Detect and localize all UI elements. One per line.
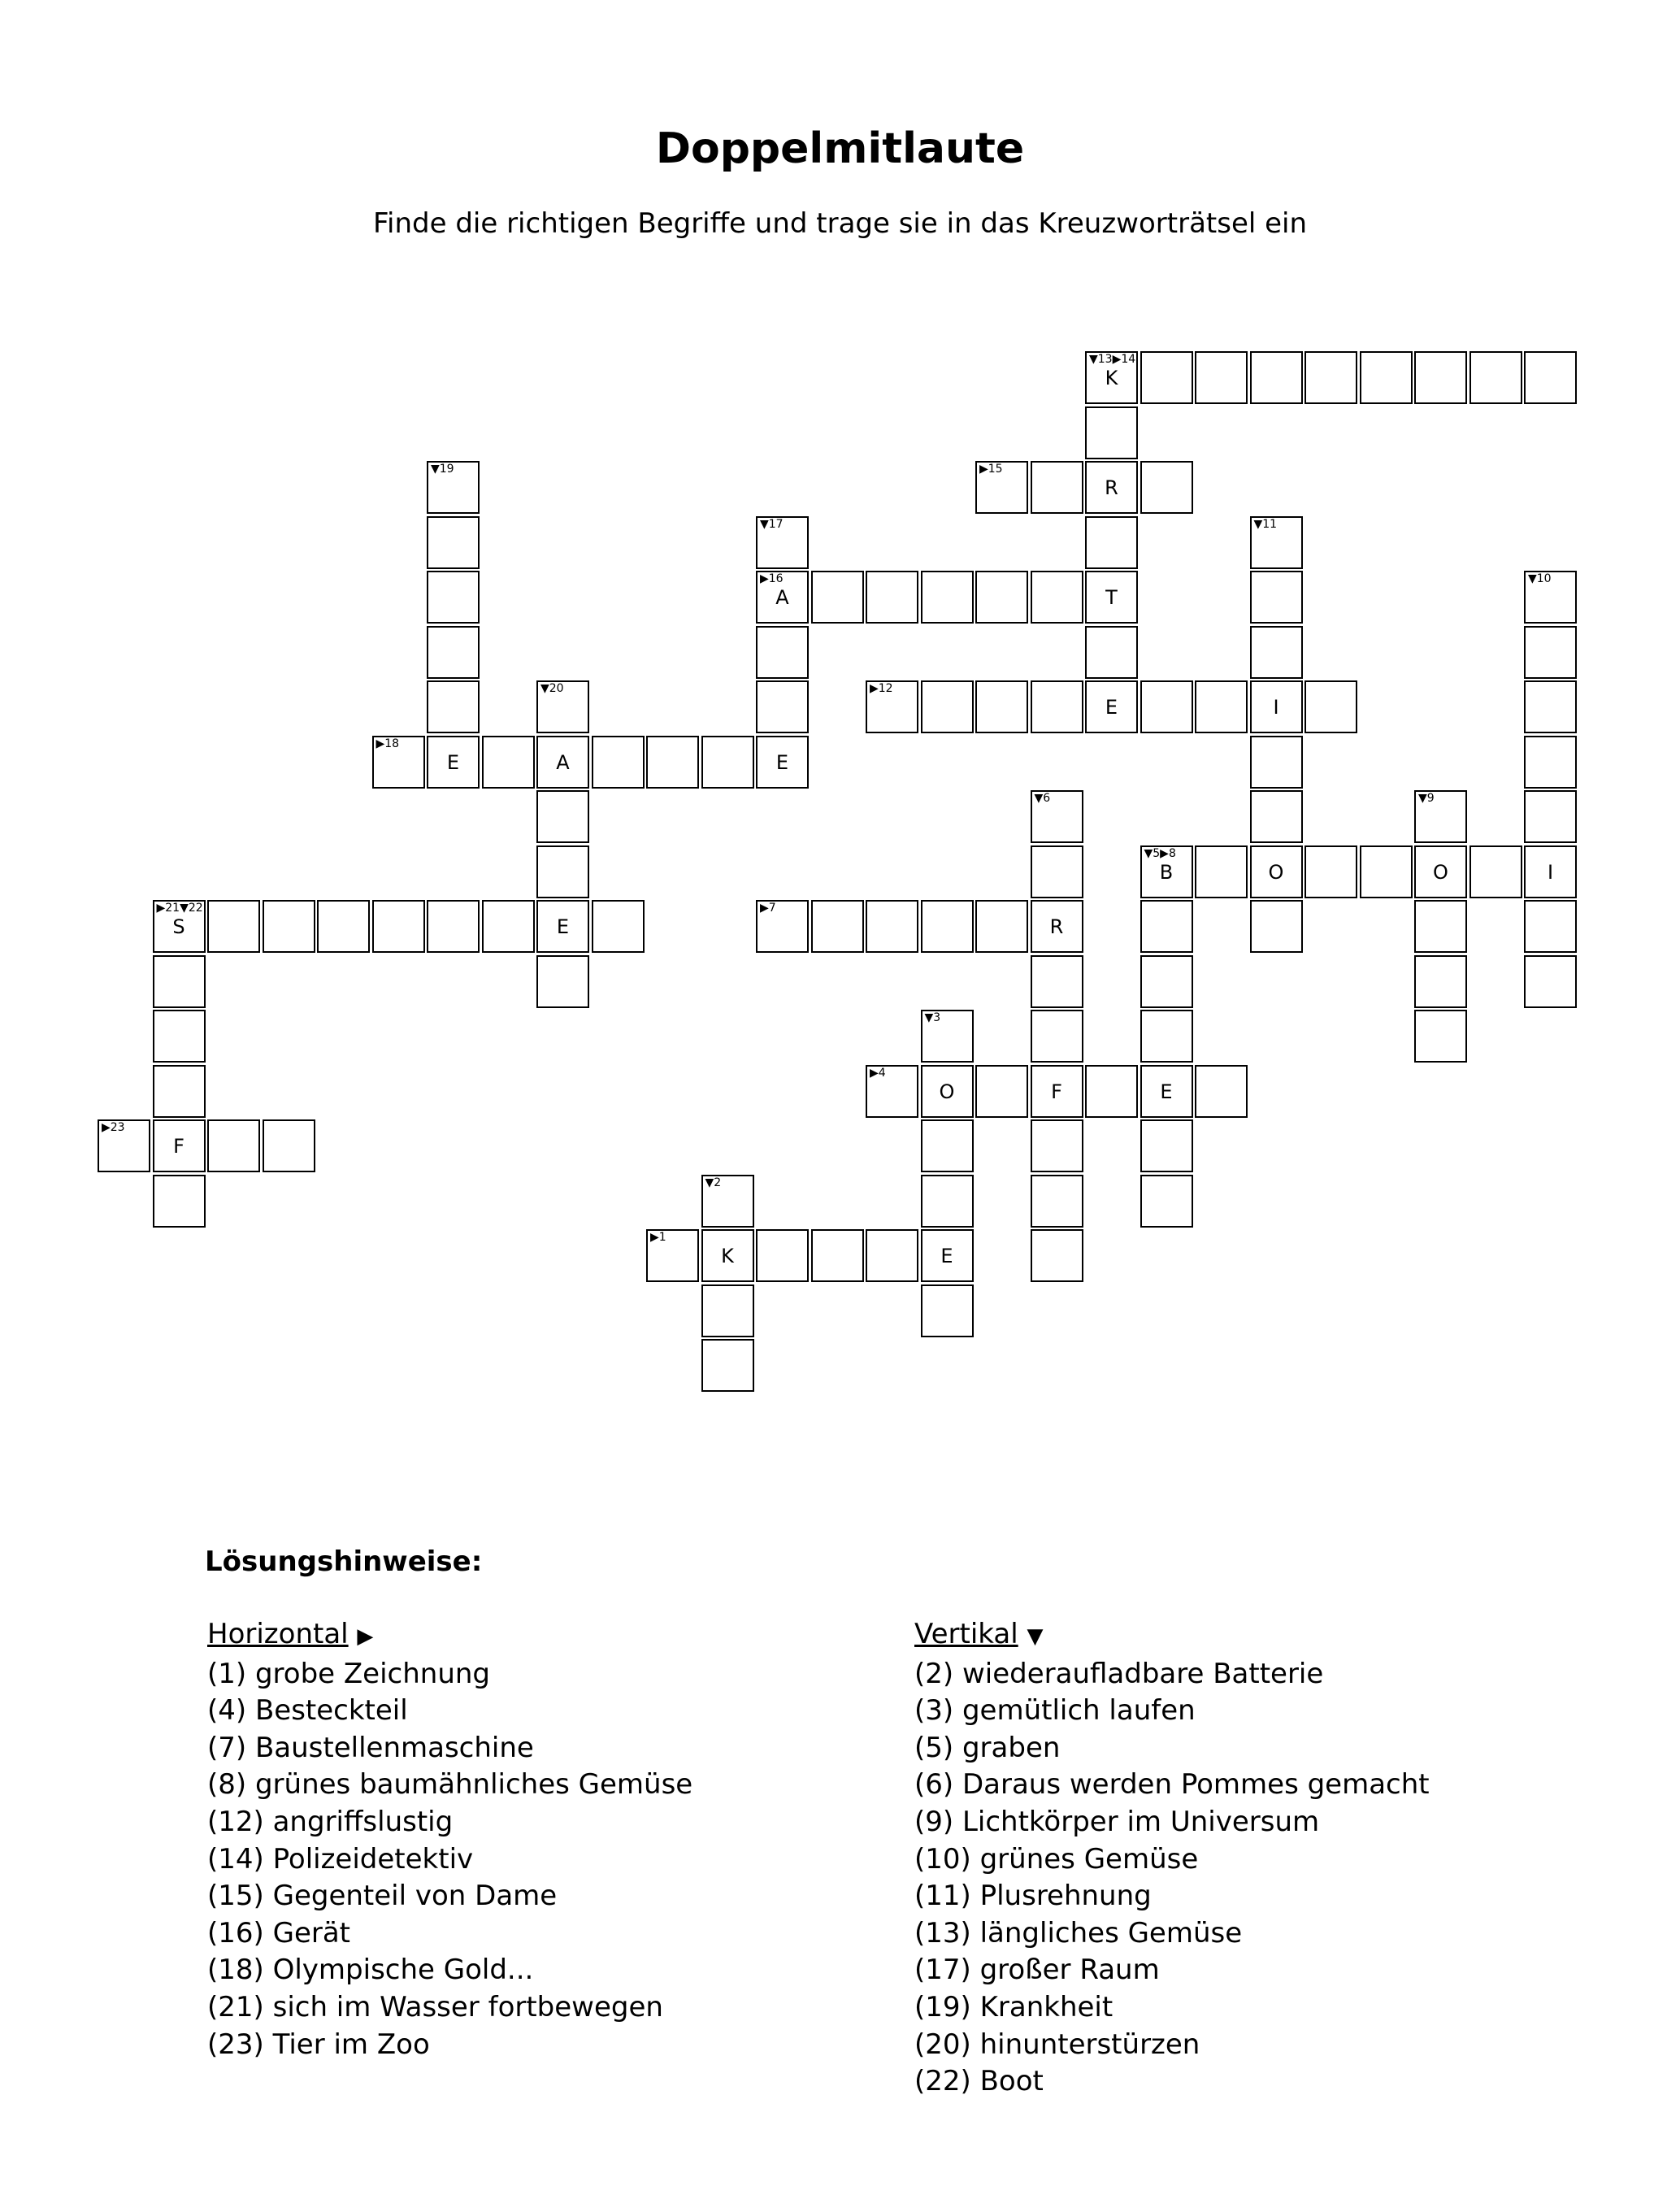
crossword-cell[interactable]: [921, 1119, 974, 1172]
crossword-cell[interactable]: [1304, 680, 1357, 733]
clue-h-12: (12) angriffslustig: [207, 1805, 454, 1838]
cell-letter: K: [721, 1245, 734, 1267]
clue-number: ▼10: [1528, 572, 1552, 585]
clue-number: ▶12: [870, 682, 893, 695]
clue-number: ▶4: [870, 1066, 886, 1080]
crossword-cell[interactable]: [98, 1119, 150, 1172]
cell-letter: F: [173, 1135, 184, 1158]
crossword-cell[interactable]: [1250, 351, 1303, 404]
clue-number: ▼2: [705, 1176, 722, 1189]
crossword-cell[interactable]: [1414, 955, 1467, 1008]
crossword-cell[interactable]: [1140, 955, 1193, 1008]
clue-h-1: (1) grobe Zeichnung: [207, 1657, 491, 1690]
crossword-cell[interactable]: [975, 461, 1028, 514]
crossword-cell[interactable]: [153, 1175, 206, 1228]
crossword-cell[interactable]: [756, 516, 809, 569]
crossword-cell[interactable]: [756, 736, 809, 789]
crossword-cell[interactable]: [1195, 351, 1248, 404]
crossword-cell[interactable]: [153, 1119, 206, 1172]
clue-h-8: (8) grünes baumähnliches Gemüse: [207, 1768, 693, 1802]
clue-v-5: (5) graben: [914, 1731, 1061, 1764]
clue-h-15: (15) Gegenteil von Dame: [207, 1880, 558, 1913]
crossword-cell[interactable]: [1085, 571, 1138, 624]
crossword-cell[interactable]: [1250, 626, 1303, 679]
crossword-cell[interactable]: [1250, 736, 1303, 789]
crossword-cell[interactable]: [975, 680, 1028, 733]
clue-v-10: (10) grünes Gemüse: [914, 1842, 1199, 1876]
crossword-cell[interactable]: [701, 736, 754, 789]
clue-v-2: (2) wiederaufladbare Batterie: [914, 1657, 1324, 1690]
crossword-cell[interactable]: [1031, 1065, 1083, 1118]
crossword-cell[interactable]: [427, 736, 480, 789]
crossword-cell[interactable]: [1250, 680, 1303, 733]
clue-number: ▶23: [102, 1121, 125, 1134]
crossword-cell[interactable]: [646, 736, 699, 789]
crossword-cell[interactable]: [1414, 845, 1467, 898]
crossword-cell[interactable]: [1085, 351, 1138, 404]
clue-number: ▶16: [760, 572, 784, 585]
crossword-cell[interactable]: [427, 461, 480, 514]
crossword-cell[interactable]: [263, 1119, 315, 1172]
crossword-cell[interactable]: [1085, 516, 1138, 569]
crossword-cell[interactable]: [811, 571, 864, 624]
crossword-cell[interactable]: [1031, 1119, 1083, 1172]
crossword-cell[interactable]: [701, 1284, 754, 1337]
cell-letter: O: [939, 1080, 955, 1103]
crossword-cell[interactable]: [153, 955, 206, 1008]
clue-number: ▶18: [376, 737, 400, 750]
crossword-cell[interactable]: [756, 1229, 809, 1282]
crossword-cell[interactable]: [536, 790, 589, 843]
crossword-cell[interactable]: [1195, 680, 1248, 733]
cell-letter: E: [775, 750, 789, 774]
crossword-cell[interactable]: [1195, 845, 1248, 898]
hints-title: Lösungshinweise:: [205, 1545, 483, 1578]
crossword-cell[interactable]: [1031, 790, 1083, 843]
crossword-cell[interactable]: [427, 680, 480, 733]
crossword-cell[interactable]: [921, 571, 974, 624]
cell-letter: F: [1051, 1080, 1062, 1103]
crossword-cell[interactable]: [1031, 845, 1083, 898]
crossword-cell[interactable]: [1469, 351, 1522, 404]
crossword-cell[interactable]: [1414, 1010, 1467, 1063]
crossword-cell[interactable]: [866, 680, 918, 733]
cell-letter: I: [1273, 696, 1279, 719]
crossword-cell[interactable]: [1140, 1010, 1193, 1063]
instructions: Finde die richtigen Begriffe und trage sie in das Kreuzworträtsel ein: [372, 207, 1308, 240]
crossword-cell[interactable]: [1031, 680, 1083, 733]
cell-letter: I: [1547, 860, 1554, 884]
crossword-cell[interactable]: [866, 1229, 918, 1282]
crossword-cell[interactable]: [427, 900, 480, 953]
clue-v-13: (13) längliches Gemüse: [914, 1916, 1243, 1949]
crossword-cell[interactable]: [372, 900, 425, 953]
crossword-cell[interactable]: [1360, 845, 1413, 898]
clue-number: ▼5▶8: [1144, 846, 1176, 860]
right-arrow-icon: ▶: [357, 1624, 374, 1649]
clue-number: ▼3: [924, 1011, 941, 1024]
cell-letter: T: [1105, 586, 1118, 609]
clue-number: ▼6: [1034, 792, 1051, 805]
crossword-cell[interactable]: [701, 1339, 754, 1392]
crossword-cell[interactable]: [1360, 351, 1413, 404]
cell-letter: B: [1159, 860, 1174, 884]
cell-letter: O: [1268, 860, 1284, 884]
crossword-cell[interactable]: [1524, 900, 1577, 953]
crossword-cell[interactable]: [592, 900, 645, 953]
crossword-cell[interactable]: [701, 1229, 754, 1282]
crossword-cell[interactable]: [701, 1175, 754, 1228]
crossword-cell[interactable]: [317, 900, 370, 953]
crossword-cell[interactable]: [1085, 680, 1138, 733]
crossword-cell[interactable]: [756, 626, 809, 679]
cell-letter: S: [172, 915, 185, 938]
crossword-cell[interactable]: [1524, 955, 1577, 1008]
crossword-cell[interactable]: [427, 626, 480, 679]
crossword-cell[interactable]: [921, 1065, 974, 1118]
crossword-cell[interactable]: [1250, 845, 1303, 898]
crossword-cell[interactable]: [1304, 351, 1357, 404]
crossword-cell[interactable]: [1140, 845, 1193, 898]
down-arrow-icon: ▼: [1027, 1624, 1044, 1649]
crossword-cell[interactable]: [866, 571, 918, 624]
crossword-cell[interactable]: [1140, 1065, 1193, 1118]
clue-number: ▼19: [431, 463, 454, 476]
clue-h-14: (14) Polizeidetektiv: [207, 1842, 474, 1876]
crossword-cell[interactable]: [1524, 680, 1577, 733]
vertical-label: Vertikal: [914, 1618, 1018, 1650]
clue-v-17: (17) großer Raum: [914, 1954, 1160, 1987]
crossword-cell[interactable]: [1195, 1065, 1248, 1118]
crossword-cell[interactable]: [207, 900, 260, 953]
clue-number: ▶21▼22: [156, 902, 203, 915]
crossword-cell[interactable]: [756, 680, 809, 733]
clue-v-19: (19) Krankheit: [914, 1990, 1113, 2023]
crossword-cell[interactable]: [811, 900, 864, 953]
crossword-cell[interactable]: [975, 1065, 1028, 1118]
crossword-cell[interactable]: [536, 845, 589, 898]
cell-letter: R: [1105, 476, 1118, 499]
clue-number: ▼20: [540, 682, 564, 695]
cell-letter: E: [1160, 1080, 1173, 1103]
crossword-cell[interactable]: [1085, 626, 1138, 679]
clue-h-23: (23) Tier im Zoo: [207, 2028, 430, 2061]
crossword-cell[interactable]: [207, 1119, 260, 1172]
crossword-cell[interactable]: [1304, 845, 1357, 898]
crossword-cell[interactable]: [1085, 406, 1138, 459]
cell-letter: A: [775, 586, 789, 609]
cell-letter: E: [446, 750, 460, 774]
crossword-cell[interactable]: [975, 571, 1028, 624]
crossword-cell[interactable]: [1524, 571, 1577, 624]
crossword-cell[interactable]: [646, 1229, 699, 1282]
vertical-clues: [914, 1616, 1430, 2101]
clue-number: ▶7: [760, 902, 776, 915]
crossword-cell[interactable]: [263, 900, 315, 953]
crossword-cell[interactable]: [1524, 790, 1577, 843]
horizontal-clue-list: [207, 1656, 692, 2064]
crossword-cell[interactable]: [153, 900, 206, 953]
clue-h-16: (16) Gerät: [207, 1916, 351, 1949]
cell-letter: O: [1433, 860, 1448, 884]
crossword-cell[interactable]: [1031, 571, 1083, 624]
crossword-cell[interactable]: [153, 1065, 206, 1118]
crossword-cell[interactable]: [1524, 736, 1577, 789]
clue-h-7: (7) Baustellenmaschine: [207, 1731, 534, 1764]
crossword-cell[interactable]: [921, 1010, 974, 1063]
crossword-cell[interactable]: [1031, 900, 1083, 953]
crossword-cell[interactable]: [1085, 461, 1138, 514]
crossword-cell[interactable]: [1031, 955, 1083, 1008]
clue-h-18: (18) Olympische Gold...: [207, 1954, 534, 1987]
vertical-heading: [914, 1616, 1430, 1656]
horizontal-heading: [207, 1616, 692, 1656]
crossword-cell[interactable]: [536, 900, 589, 953]
crossword-cell[interactable]: [1031, 1229, 1083, 1282]
crossword-cell[interactable]: [1250, 790, 1303, 843]
clue-v-22: (22) Boot: [914, 2065, 1044, 2098]
crossword-cell[interactable]: [1524, 626, 1577, 679]
cell-letter: K: [1105, 367, 1118, 389]
crossword-cell[interactable]: [921, 680, 974, 733]
clue-number: ▶15: [979, 463, 1003, 476]
crossword-cell[interactable]: [427, 571, 480, 624]
crossword-cell[interactable]: [482, 900, 535, 953]
clue-v-3: (3) gemütlich laufen: [914, 1694, 1196, 1728]
clue-v-6: (6) Daraus werden Pommes gemacht: [914, 1768, 1430, 1802]
crossword-cell[interactable]: [1414, 900, 1467, 953]
crossword-cell[interactable]: [1031, 1175, 1083, 1228]
crossword-cell[interactable]: [1140, 1119, 1193, 1172]
crossword-cell[interactable]: [1085, 1065, 1138, 1118]
crossword-cell[interactable]: [1140, 680, 1193, 733]
crossword-cell[interactable]: [536, 680, 589, 733]
crossword-cell[interactable]: [1524, 845, 1577, 898]
crossword-cell[interactable]: [1469, 845, 1522, 898]
cell-letter: R: [1049, 915, 1064, 938]
clue-number: ▼11: [1253, 517, 1278, 531]
crossword-cell[interactable]: [536, 736, 589, 789]
page-title: Doppelmitlaute: [655, 124, 1025, 173]
clue-v-9: (9) Lichtkörper im Universum: [914, 1805, 1320, 1838]
crossword-cell[interactable]: [866, 1065, 918, 1118]
crossword-cell[interactable]: [1524, 351, 1577, 404]
crossword-cell[interactable]: [921, 900, 974, 953]
crossword-cell[interactable]: [1250, 571, 1303, 624]
crossword-cell[interactable]: [811, 1229, 864, 1282]
clue-h-21: (21) sich im Wasser fortbewegen: [207, 1990, 663, 2023]
crossword-cell[interactable]: [975, 900, 1028, 953]
crossword-cell[interactable]: [1414, 790, 1467, 843]
crossword-cell[interactable]: [921, 1175, 974, 1228]
crossword-cell[interactable]: [921, 1284, 974, 1337]
clue-number: ▼13▶14: [1089, 353, 1136, 366]
crossword-cell[interactable]: [153, 1010, 206, 1063]
crossword-cell[interactable]: [866, 900, 918, 953]
horizontal-label: Horizontal: [207, 1618, 349, 1650]
crossword-cell[interactable]: [1250, 900, 1303, 953]
crossword-cell[interactable]: [1031, 1010, 1083, 1063]
clue-h-4: (4) Besteckteil: [207, 1694, 408, 1728]
cell-letter: A: [556, 750, 570, 774]
crossword-cell[interactable]: [1140, 461, 1193, 514]
clue-v-20: (20) hinunterstürzen: [914, 2028, 1200, 2061]
clue-v-11: (11) Plusrehnung: [914, 1880, 1152, 1913]
crossword-cell[interactable]: [372, 736, 425, 789]
crossword-cell[interactable]: [756, 900, 809, 953]
cell-letter: E: [556, 915, 570, 938]
crossword-cell[interactable]: [921, 1229, 974, 1282]
horizontal-clues: [207, 1616, 692, 2063]
vertical-clue-list: [914, 1656, 1430, 2101]
clue-number: ▼17: [760, 517, 784, 531]
crossword-cell[interactable]: [1250, 516, 1303, 569]
crossword-cell[interactable]: [1140, 351, 1193, 404]
crossword-cell[interactable]: [756, 571, 809, 624]
clue-number: ▼9: [1418, 792, 1435, 805]
cell-letter: E: [1105, 696, 1118, 719]
crossword-cell[interactable]: [427, 516, 480, 569]
crossword-cell[interactable]: [1031, 461, 1083, 514]
crossword-cell[interactable]: [592, 736, 645, 789]
crossword-cell[interactable]: [1140, 1175, 1193, 1228]
crossword-cell[interactable]: [1414, 351, 1467, 404]
clue-number: ▶1: [650, 1231, 666, 1244]
crossword-cell[interactable]: [536, 955, 589, 1008]
crossword-cell[interactable]: [1140, 900, 1193, 953]
cell-letter: E: [940, 1245, 953, 1267]
crossword-cell[interactable]: [482, 736, 535, 789]
